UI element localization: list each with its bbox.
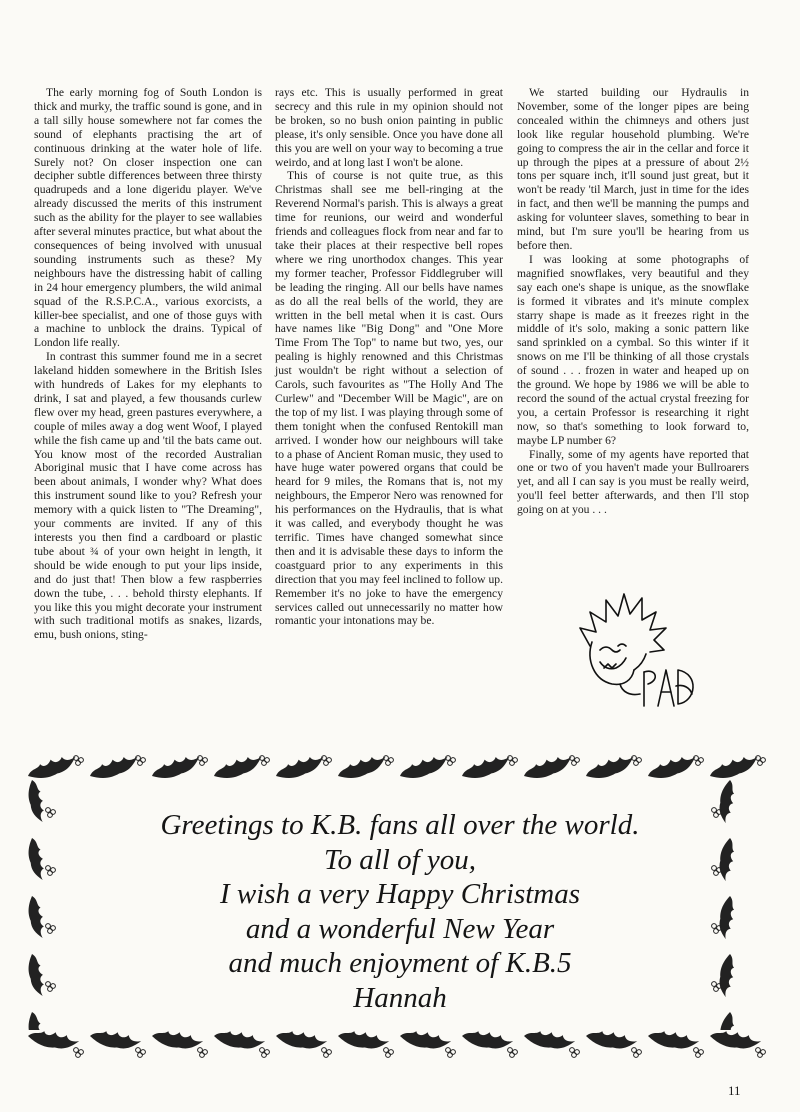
paragraph: I was looking at some photographs of magnified snowflakes, very beautiful and they say each one's shape is unique, as the snowflake is formed it vibrates and it's minute complex starry shape is made as it freezes right in the middle of it's solo, making a sonic pattern like sand sprinkled on a cymbal. So this winter if it snows on me I'll be thinking of all those crystals of sound . . . frozen in water and heaped up on the ground. We hope by 1986 we will be able to record the sound of the actual crystal freezing for you, a certain Professor is researching it right now, so that's something to look forward to, maybe LP number 6? [517, 252, 749, 447]
paragraph: This of course is not quite true, as this Christmas shall see me bell-ringing at the Reverend Normal's parish. This is always a great time for reunions, our weird and wonderful friends and colleagues flock from near and far to take their places at their respective bell ropes where we ring unorthodox changes. This year my former teacher, Professor Fiddlegruber will be leading the ringing. All our bells have names as do all the real bells of the world, they are written in the bell metal when it is cast. Ours have names like "Big Dong" and "One More Time From The Top" to name but two, yes, our pealing is highly renowned and this Christmas just wouldn't be right without a selection of Carols, such favourites as "The Holly And The Curlew" and "December Will be Magic", are on the top of my list. I was playing through some of them tonight when the confused Rentokill man arrived. I wonder how our neighbours will take to a phase of Ancient Roman music, they used to have huge water powered organs that could be heard for 9 miles, the Romans that is, not my neighbours, the Emperor Nero was renowned for his performances on the Hydraulis, that is what it was called, and everybody thought he was terrific. Times have changed somewhat since then and it is advisable these days to inform the coastguard prior to any experiments in this direction that you may feel inclined to follow up. Remember it's no joke to have the emergency services called out unnecessarily no matter how romantic your intonations may be. [275, 169, 503, 628]
holly-garland-bottom-icon [28, 1024, 773, 1064]
greeting-line: To all of you, [323, 843, 476, 876]
paragraph: The early morning fog of South London is thick and murky, the traffic sound is gone, and in a tall silly house somewhere not far comes the sound of elephants practising the art of continuous drinking at the water hole of life. Surely not? On closer inspection one can decipher subtle differences between three thirsty quadrupeds and a lone digeridu player. We've already discussed the merits of this instrument such as the ability for the player to see wallabies after several minutes practice, but what about the consequences of being involved with unusual sounding instruments such as these? My neighbours have the distressing habit of calling in 24 hour emergency plumbers, the wild animal squad of the R.S.P.C.A., various exorcists, a killer-bee specialist, and one of those guys with a machine to unblock the drains. Typical of London life really. [34, 86, 262, 350]
christmas-greeting [70, 808, 730, 1015]
paragraph: In contrast this summer found me in a secret lakeland hidden somewhere in the British Isles with hundreds of Lakes for my elephants to drink, I sat and played, a few thousands curlew flew over my head, green pastures everywhere, a couple of miles away a dog went Woof, I played while the fish came up and 'til the bats came out. You know most of the recorded Australian Aboriginal music that I have come across has been about animals, I wonder why? What does this instrument sound like to you? Refresh your memory with a quick listen to "The Dreaming", your comments are invited. If any of this interests you then find a cardboard or plastic tube about ¾ of your own height in length, it should be wide enough to put your lips inside, and do just that! Then blow a few raspberries down the tube, . . . behold thirsty elephants. If you like this you might decorate your instrument with such traditional motifs as snakes, lizards, emu, bush onions, sting- [34, 350, 262, 642]
greeting-line: and a wonderful New Year [245, 912, 555, 945]
greeting-signoff: Hannah [353, 981, 447, 1014]
paragraph: Finally, some of my agents have reported that one or two of you haven't made your Bullroarers yet, and all I can say is you must be really weird, you'll feel better afterwards, and then I'll stop going on at you . . . [517, 447, 749, 517]
holly-garland-left-icon [20, 780, 64, 1030]
greeting-line: I wish a very Happy Christmas [219, 878, 581, 910]
page-number: 11 [728, 1083, 741, 1098]
holly-garland-top-icon [28, 748, 773, 788]
signature-sketch-icon [560, 576, 710, 716]
article-column-2 [275, 86, 503, 628]
paragraph: rays etc. This is usually performed in great secrecy and this rule in my opinion should not be broken, so no bush onion painting in public please, it's only sensible. Once you have done all this you are well on your way to becoming a true weirdo, and at long last I won't be alone. [275, 86, 503, 169]
greeting-line: and much enjoyment of K.B.5 [228, 947, 572, 979]
article-column-1 [34, 86, 262, 642]
greeting-line: Greetings to K.B. fans all over the world. [160, 809, 640, 841]
paragraph: We started building our Hydraulis in November, some of the longer pipes are being concealed within the chimneys and others just look like regular household plumbing. We're going to compress the air in the cellar and force it up through the pipes at a pressure of about 2½ tons per square inch, it'll sound just great, but it won't be ready 'til March, just in time for the ides in fact, and then we'll be manning the pumps and asking for volunteer slaves, something to bear in mind, but I'm sure you'll be hearing from us before then. [517, 86, 749, 252]
article-column-3 [517, 86, 749, 517]
